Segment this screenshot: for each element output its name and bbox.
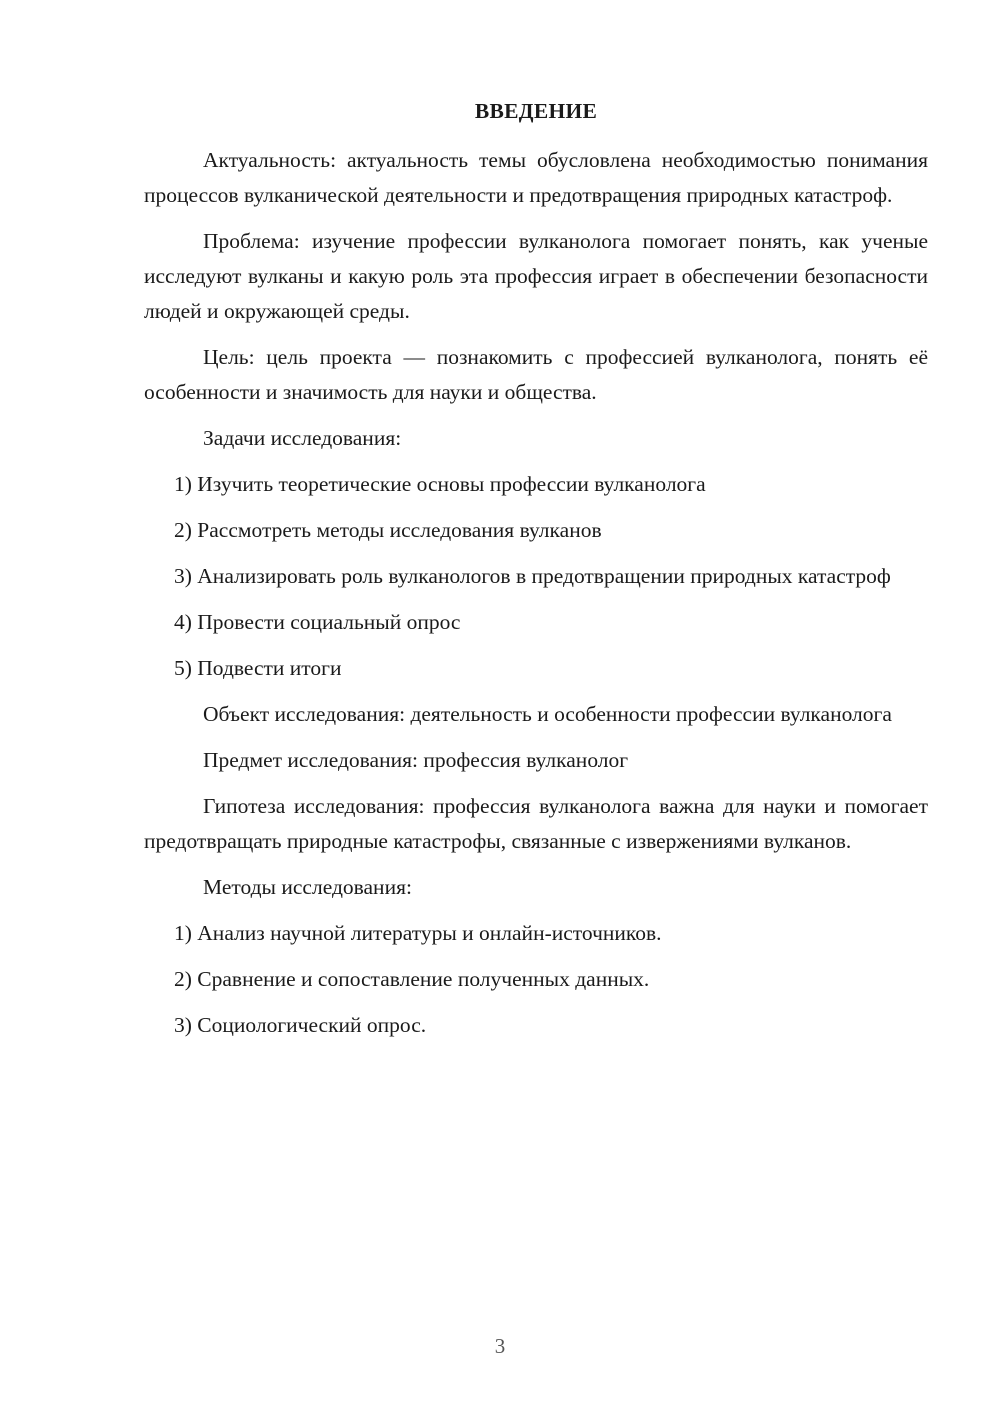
page-title: ВВЕДЕНИЕ: [474, 99, 598, 123]
tasks-heading: Задачи исследования:: [203, 426, 402, 450]
list-item: 4) Провести социальный опрос: [174, 610, 461, 634]
tasks-list: [144, 467, 928, 686]
list-item: 3) Социологический опрос.: [174, 1013, 427, 1037]
object-paragraph: Объект исследования: деятельность и особенности профессии вулканолога: [203, 702, 892, 726]
relevance-paragraph: Актуальность: актуальность темы обусловлена необходимостью понимания процессов вулканической деятельности и предотвращения природных катастроф.: [144, 148, 928, 207]
goal-paragraph: Цель: цель проекта — познакомить с профессией вулканолога, понять её особенности и значимость для науки и общества.: [144, 345, 928, 404]
methods-list: [144, 916, 928, 1043]
list-item: 1) Анализ научной литературы и онлайн-источников.: [174, 921, 662, 945]
list-item: 3) Анализировать роль вулканологов в предотвращении природных катастроф: [174, 564, 891, 588]
list-item: 1) Изучить теоретические основы профессии вулканолога: [174, 472, 706, 496]
list-item: 2) Рассмотреть методы исследования вулканов: [174, 518, 602, 542]
problem-paragraph: Проблема: изучение профессии вулканолога помогает понять, как ученые исследуют вулканы и какую роль эта профессия играет в обеспечении безопасности людей и окружающей среды.: [144, 229, 928, 323]
page-number: 3: [494, 1334, 506, 1358]
subject-paragraph: Предмет исследования: профессия вулканолог: [203, 748, 629, 772]
methods-heading: Методы исследования:: [203, 875, 412, 899]
list-item: 5) Подвести итоги: [174, 656, 342, 680]
list-item: 2) Сравнение и сопоставление полученных данных.: [174, 967, 650, 991]
hypothesis-paragraph: Гипотеза исследования: профессия вулканолога важна для науки и помогает предотвращать природные катастрофы, связанные с извержениями вулканов.: [144, 794, 928, 853]
document-page: [144, 96, 928, 1054]
